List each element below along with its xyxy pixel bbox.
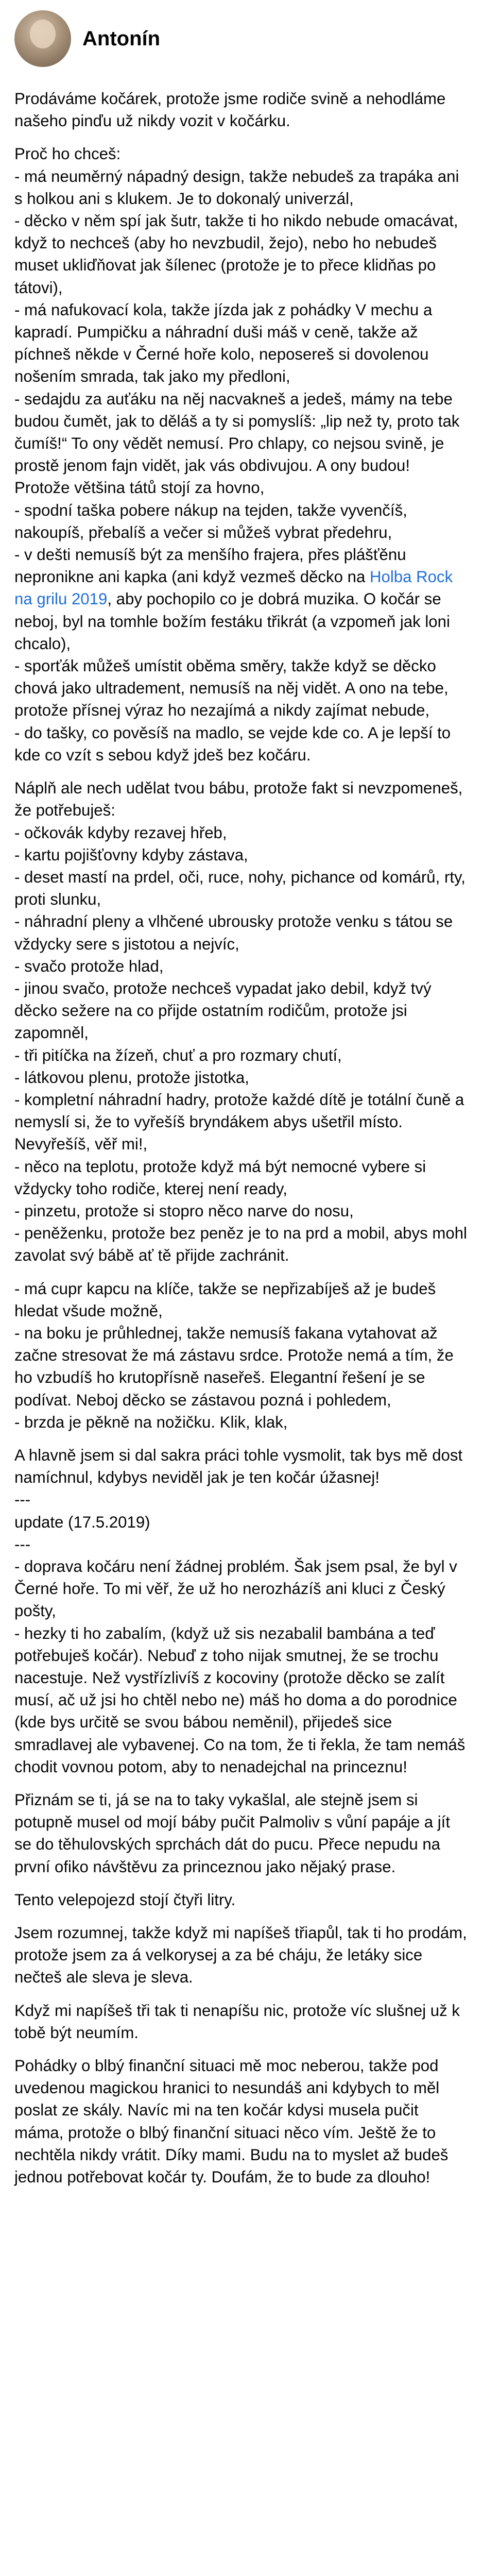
- author-avatar[interactable]: [14, 10, 71, 67]
- post-paragraph-intro: Prodáváme kočárek, protože jsme rodiče svině a nehodláme našeho pinďu už nikdy vozit v kočárku.: [14, 90, 450, 130]
- post-header: [14, 0, 469, 77]
- post-paragraph-update: A hlavně jsem si dal sakra práci tohle vysmolit, tak bys mě dost namíchnul, kdybys neviděl jak je ten kočár úžasnej! --- update (17.5.2019) --- - doprava kočáru není žádnej problém. Šak jsem psal, že byl v Černé hoře. To mi věř, že už ho nerozházíš ani kluci z Český pošty, - hezky ti ho zabalím, (když už sis nezabalil bambána a teď potřebuješ kočár). Nebuď z toho nijak smutnej, že se trochu nacestuje. Než vystřízlivíš z kocoviny (protože děcko se zalít musí, ač už jsi ho chtěl nebo ne) máš ho doma a do porodnice (kde bys určitě se svou bábou neměnil), přijedeš sice smradlavej ale vybavenej. Co na tom, že ti řekla, že tam nemáš chodit vovnou potom, aby to nenadejchal na princeznu!: [14, 1446, 465, 1776]
- post-paragraph-why: Proč ho chceš: - má neuměrný nápadný design, takže nebudeš za trapáka ani s holkou ani s klukem. Je to dokonalý univerzál, - děcko v něm spí jak šutr, takže ti ho nikdo nebude omacávat, když to nechceš (aby ho nevzbudil, žejo), nebo ho nebudeš muset ukliďňovat jak šílenec (protože je to přece klidňas po tátovi), - má nafukovací kola, takže jízda jak z pohádky V mechu a kapradí. Pumpičku a náhradní duši máš v ceně, takže až píchneš někde v Černé hoře kolo, neposereš si dovolenou nošením smrada, tak jako my předloni, - sedajdu za auťáku na něj nacvakneš a jedeš, mámy na tebe budou čumět, jak to děláš a ty si pomyslíš: „lip než ty, proto tak čumíš!“ To ony vědět nemusí. Pro chlapy, co nejsou svině, je prostě jenom fajn vidět, jak vás obdivujou. A ony budou! Protože většina tátů stojí za hovno, - spodní taška pobere nákup na tejden, takže vyvenčíš, nakoupíš, přebalíš a večer si můžeš vybrat předehru, - v dešti nemusíš být za menšího frajera, přes plášťěnu nepronikne ani kapka (ani když vezmeš děcko na Holba Rock na grilu 2019, aby pochopilo co je dobrá muzika. O kočár se neboj, byl na tomhle božím festáku třikrát (a vzpomeň jak loni chcalo), - sporťák můžeš umístit oběma směry, takže když se děcko chová jako ultradement, nemusíš na něj vidět. A ono na tebe, protože přísnej výraz ho nezajímá a nikdy zajímat nebude, - do tašky, co pověsíš na madlo, se vejde kde co. A je lepší to kde co vzít s sebou když jdeš bez kočáru.: [14, 145, 460, 764]
- post-paragraph-price: Tento velepojezd stojí čtyři litry.: [14, 1890, 236, 1909]
- post-text: [14, 88, 472, 2188]
- festival-link[interactable]: Holba Rock na grilu 2019: [14, 568, 457, 608]
- post-paragraph-low-offer: Když mi napíšeš tři tak ti nenapíšu nic, protože víc slušnej už k tobě být neumím.: [14, 2001, 464, 2042]
- post-paragraph-closing: Pohádky o blbý finanční situaci mě moc neberou, takže pod uvedenou magickou hranici to nesundáš ani kdybych to měl poslat ze skály. Navíc mi na ten kočár kdysi musela pučit máma, protože o blbý finanční situaci něco vím. Ještě že to nechtěla nikdy vrátit. Díky mami. Budu na to myslet až budeš jednou potřebovat kočár ty. Doufám, že to bude za dlouho!: [14, 2057, 453, 2187]
- post-paragraph-confession: Přiznám se ti, já se na to taky vykašlal, ale stejně jsem si potupně musel od mojí báby pučit Palmoliv s vůní papáje a jít se do těhulovských sprchách dát do pucu. Přece nepudu na první ofiko návštěvu za princeznou jako nějaký prase.: [14, 1791, 455, 1876]
- author-name[interactable]: Antonín: [82, 27, 161, 50]
- post-paragraph-offer: Jsem rozumnej, takže když mi napíšeš třiapůl, tak ti ho prodám, protože jsem za á velkorysej a za bé cháju, že letáky sice nečteš ale sleva je sleva.: [14, 1924, 472, 1987]
- post-paragraph-bag-contents: Náplň ale nech udělat tvou bábu, protože fakt si nevzpomeneš, že potřebuješ: - očkovák kdyby rezavej hřeb, - kartu pojišťovny kdyby zástava, - deset mastí na prdel, oči, ruce, nohy, pichance od komárů, rty, proti slunku, - náhradní pleny a vlhčené ubrousky protože venku s tátou se vždycky sere s jistotou a nejvíc, - svačo protože hlad, - jinou svačo, protože nechceš vypadat jako debil, když tvý děcko sežere na co přijde ostatním rodičům, protože jsi zapomněl, - tři pitíčka na žízeň, chuť a pro rozmary chutí, - látkovou plenu, protože jistotka, - kompletní náhradní hadry, protože každé dítě je totální čuně a nemyslí si, že to vyřešíš bryndákem abys ušetřil místo. Nevyřešíš, věř mi!, - něco na teplotu, protože když má být nemocné vybere si vždycky toho rodiče, kterej není ready, - pinzetu, protože si stopro něco narve do nosu, - peněženku, protože bez peněz je to na prd a mobil, abys mohl zavolat svý bábě ať tě přijde zachránit.: [14, 779, 467, 1265]
- post-paragraph-extras: - má cupr kapcu na klíče, takže se nepřizabíješ až je budeš hledat všude možně, - na boku je průhlednej, takže nemusíš fakana vytahovat až začne stresovat že má zástavu srdce. Protože nemá a tím, že ho vzbudíš ho krutopřísně naseřeš. Elegantní řešení je se podívat. Neboj děcko se zástavou pozná i pohledem, - brzda je pěkně na nožičku. Klik, klak,: [14, 1279, 454, 1431]
